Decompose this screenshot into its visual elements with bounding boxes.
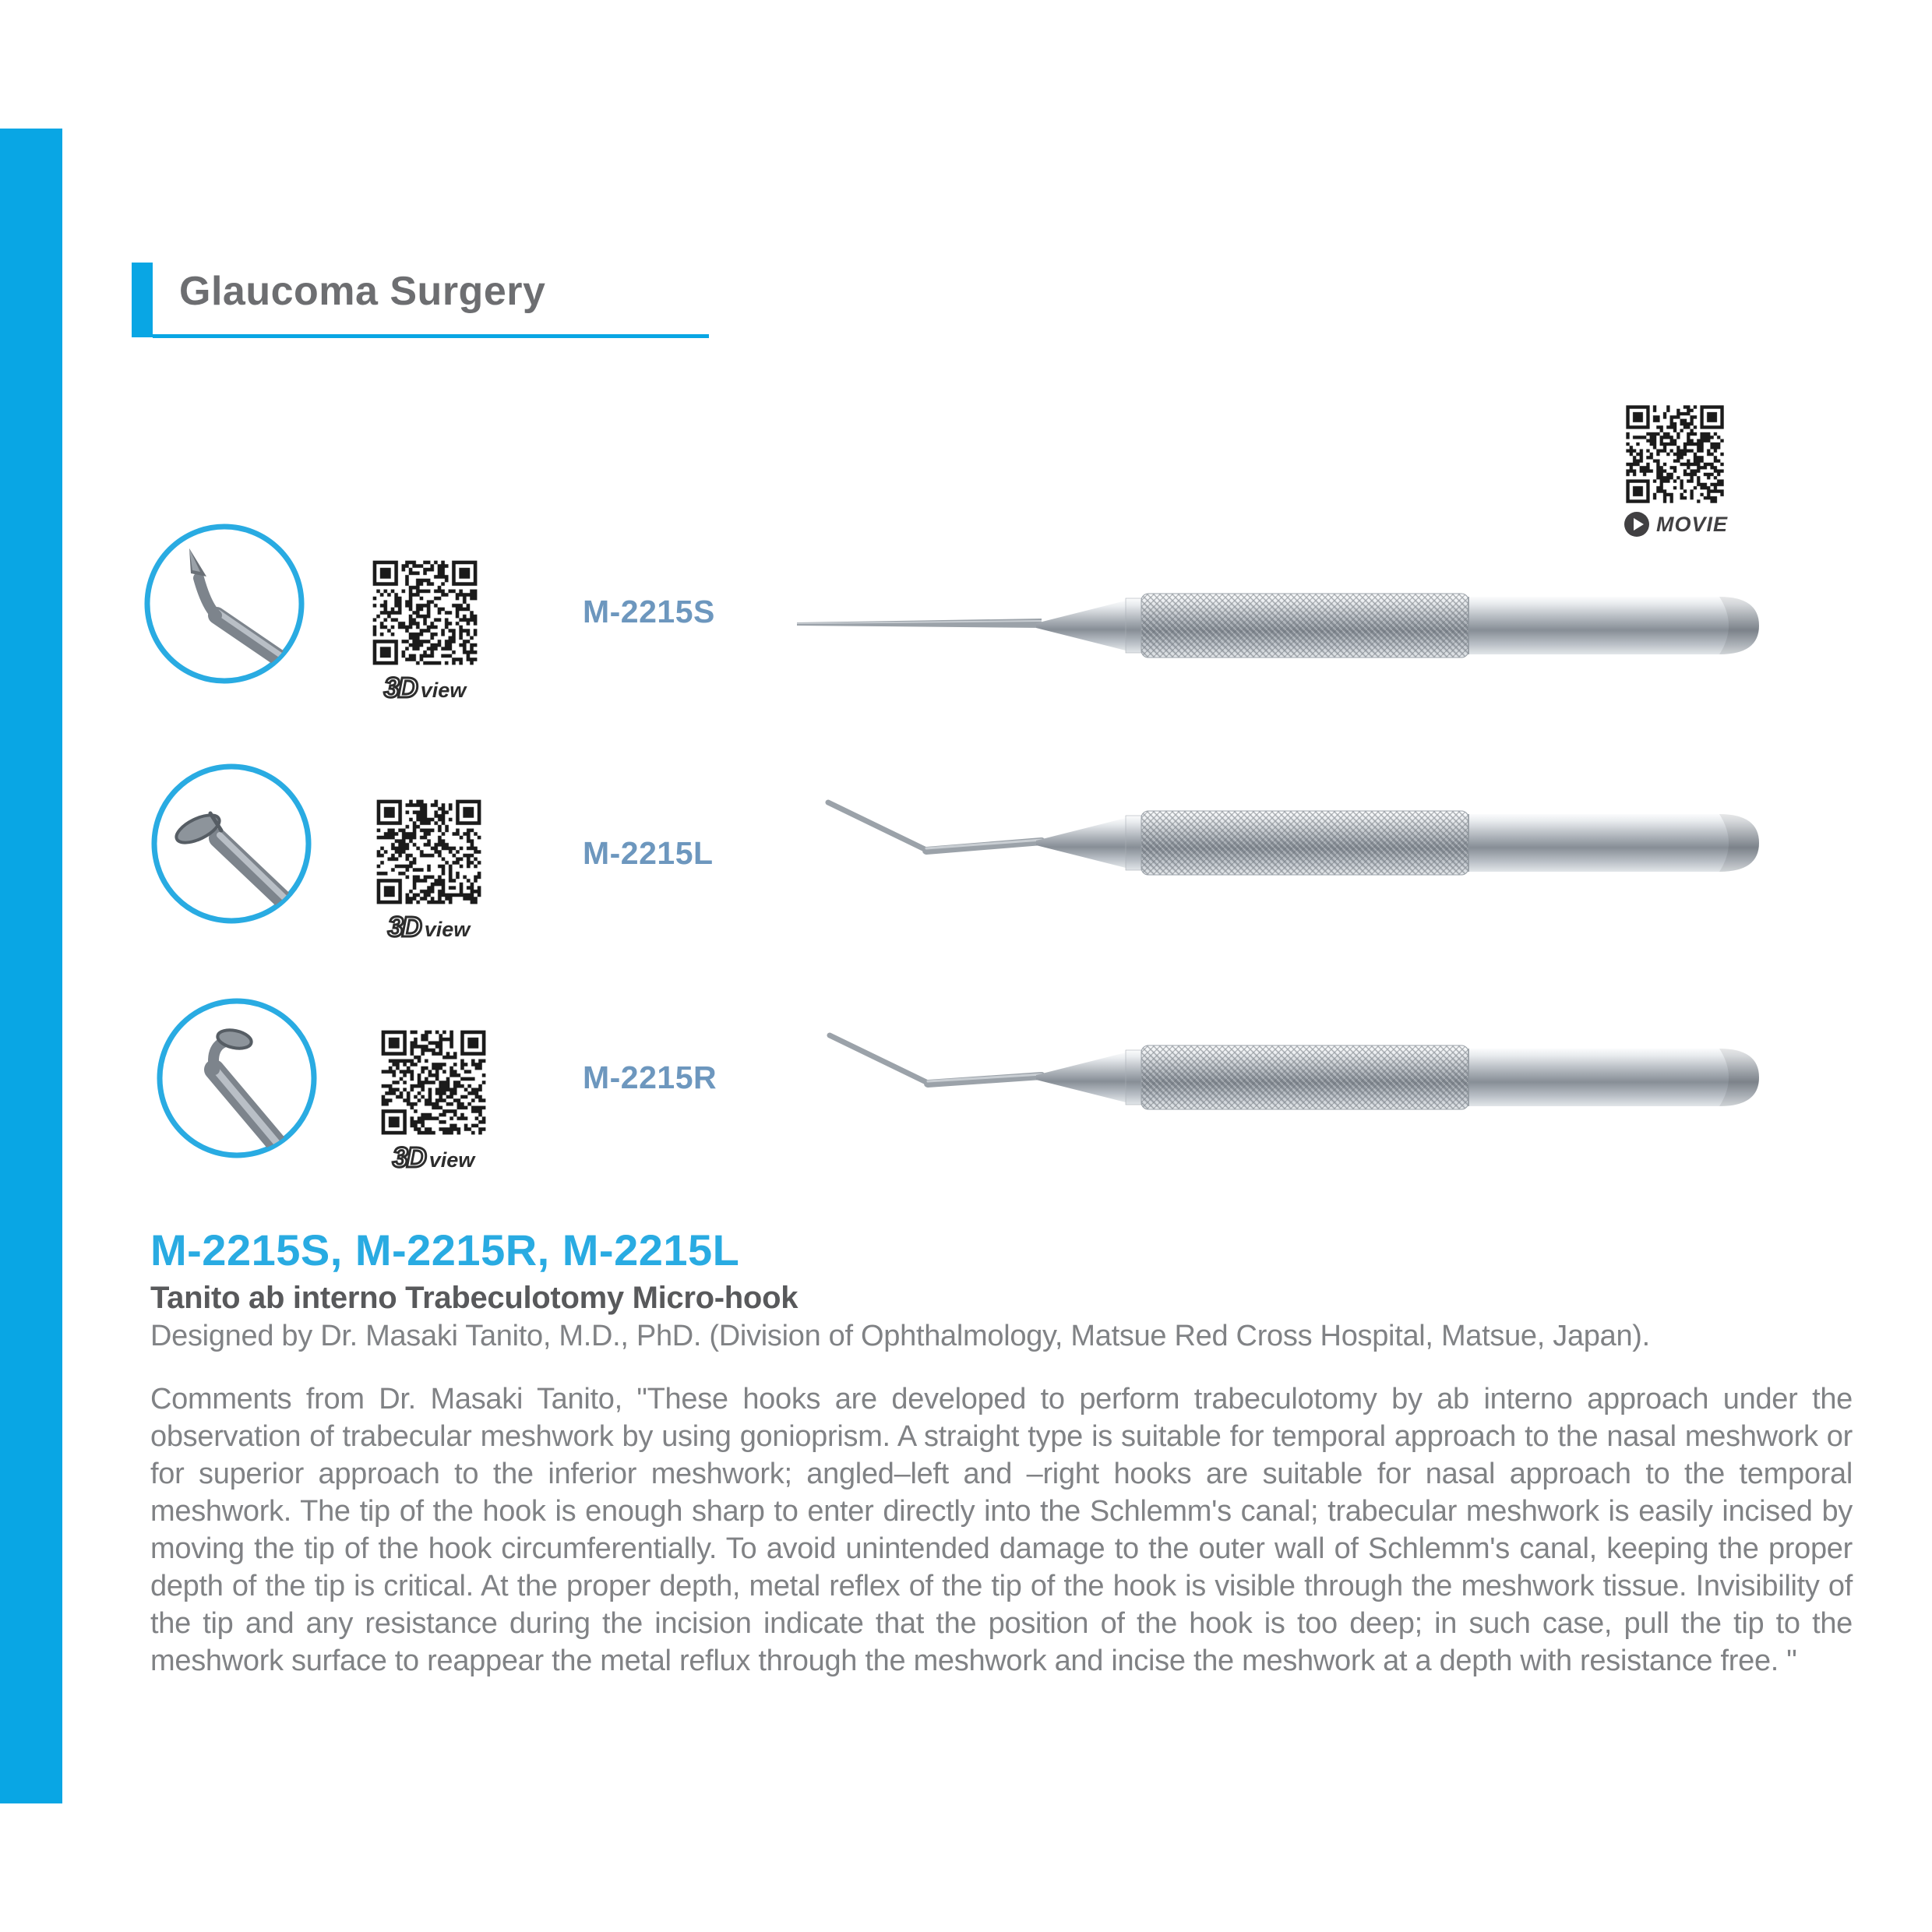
qr-3d-block-l	[373, 796, 485, 943]
qr-3d-code-l	[373, 796, 485, 908]
product-code-s: M-2215S	[583, 594, 715, 629]
logo-3d: 3D	[387, 911, 421, 943]
instrument-photo-r	[783, 1031, 1776, 1124]
qr-3d-block-r	[378, 1027, 489, 1174]
qr-3d-caption	[373, 911, 485, 943]
product-subtitle: Tanito ab interno Trabeculotomy Micro-hook	[150, 1281, 799, 1315]
left-accent-bar	[0, 129, 62, 1803]
logo-view-label: view	[424, 918, 471, 941]
movie-play-icon	[1624, 511, 1650, 538]
instrument-photo-s	[783, 579, 1776, 672]
instrument-photo-l	[783, 796, 1776, 890]
product-comments: Comments from Dr. Masaki Tanito, "These hooks are developed to perform trabeculotomy by ab interno approach under the observation of trabecular meshwork by using gonioprism. A straight type is suitable for temporal approach to the nasal meshwork or for superior approach to the inferior meshwork; angled–left and –right hooks are suitable for nasal approach to the temporal meshwork. The tip of the hook is enough sharp to enter directly into the Schlemm's canal; trabecular meshwork is easily incised by moving the tip of the hook circumferentially. To avoid unintended damage to the outer wall of Schlemm's canal, keeping the proper depth of the tip is critical. At the proper depth, metal reflex of the tip of the hook is visible through the meshwork tissue. Invisibility of the tip and any resistance during the incision indicate that the position of the hook is too deep; in such case, pull the tip to the meshwork surface to reappear the metal reflux through the meshwork and incise the meshwork at a depth with resistance free. "	[150, 1383, 1853, 1677]
logo-3d: 3D	[383, 672, 417, 703]
qr-3d-caption	[378, 1141, 489, 1174]
qr-3d-code-r	[378, 1027, 489, 1138]
section-accent-block	[132, 263, 153, 337]
section-title: Glaucoma Surgery	[179, 269, 546, 314]
movie-label: MOVIE	[1655, 512, 1728, 536]
qr-3d-caption	[369, 672, 481, 704]
movie-qr-code	[1623, 402, 1727, 506]
logo-view-label: view	[420, 679, 467, 702]
movie-caption	[1623, 511, 1729, 538]
product-title: M-2215S, M-2215R, M-2215L	[150, 1225, 740, 1274]
section-underline	[153, 334, 709, 338]
qr-3d-code-s	[369, 557, 481, 668]
hook-tip-photo-l	[150, 762, 313, 925]
hook-tip-photo-r	[155, 996, 319, 1160]
qr-3d-block-s	[369, 557, 481, 704]
movie-qr-block	[1623, 402, 1729, 538]
logo-3d: 3D	[392, 1141, 425, 1173]
logo-view-label: view	[428, 1148, 475, 1172]
product-code-l: M-2215L	[583, 835, 714, 871]
product-designer: Designed by Dr. Masaki Tanito, M.D., PhD. (Division of Ophthalmology, Matsue Red Cross Hospital, Matsue, Japan).	[150, 1320, 1650, 1352]
hook-tip-photo-s	[143, 522, 306, 686]
product-code-r: M-2215R	[583, 1059, 717, 1095]
